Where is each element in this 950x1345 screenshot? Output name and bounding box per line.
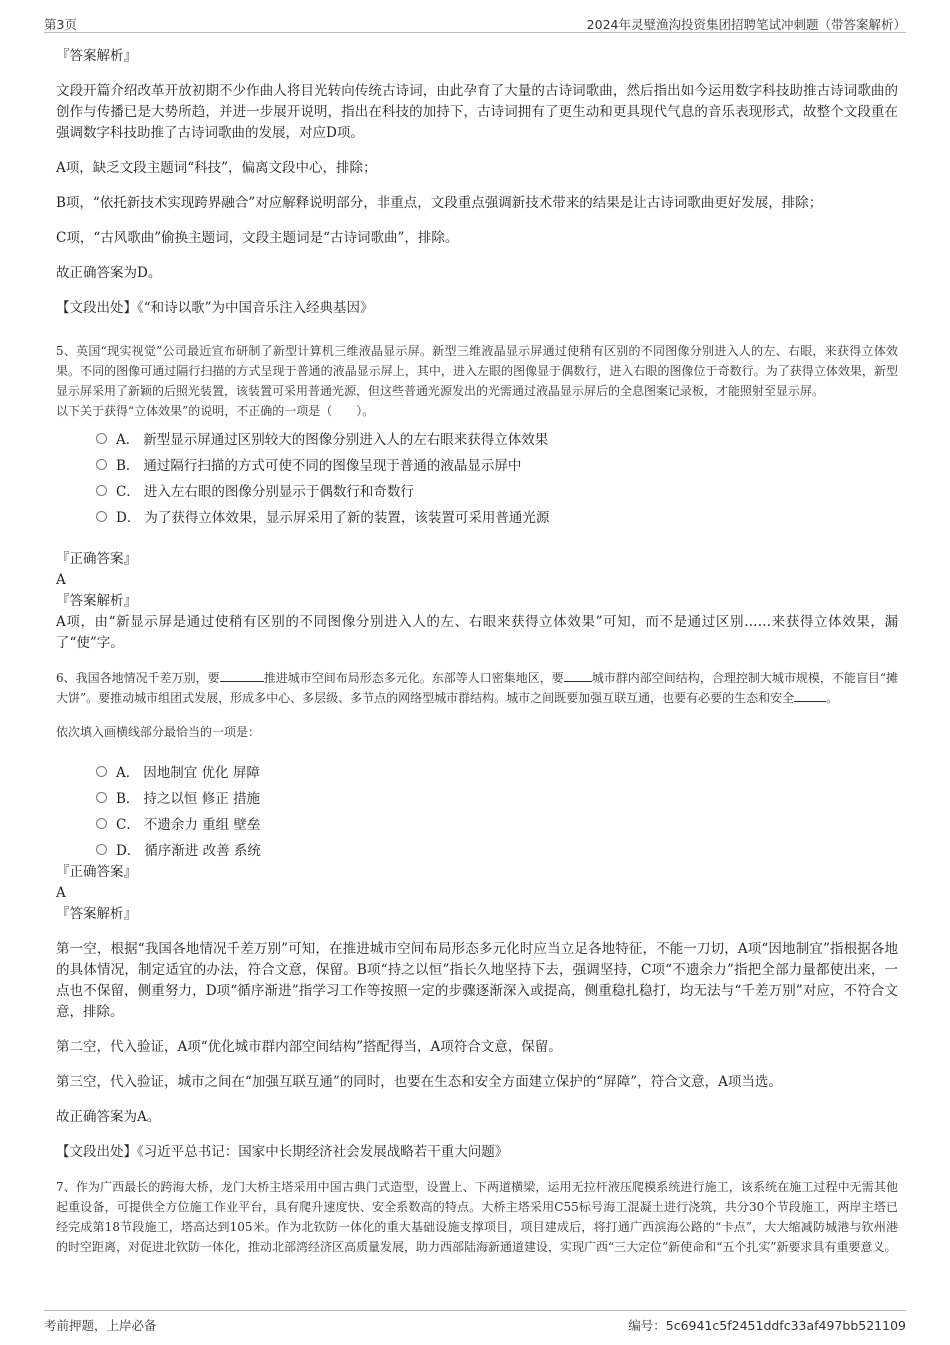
radio-icon[interactable] [96, 511, 107, 522]
q5-option-a[interactable]: A． 新型显示屏通过区别较大的图像分别进入人的左右眼来获得立体效果 [96, 425, 898, 451]
q6-options [96, 758, 898, 862]
fill-blank-3 [794, 689, 826, 702]
q6-analysis-2: 第二空，代入验证，A项“优化城市群内部空间结构”搭配得当，A项符合文意，保留。 [56, 1039, 562, 1055]
footer-slogan: 考前押题，上岸必备 [44, 1318, 157, 1333]
analysis-option-a: A项，缺乏文段主题词“科技”，偏离文段中心，排除； [56, 160, 377, 176]
q6-source: 【文段出处】《习近平总书记：国家中长期经济社会发展战略若干重大问题》 [56, 1144, 509, 1160]
q6-option-b[interactable]: B． 持之以恒 修正 措施 [96, 784, 898, 810]
radio-icon[interactable] [96, 844, 107, 855]
q5-answer: A [56, 572, 66, 588]
document-title: 2024年灵璧渔沟投资集团招聘笔试冲刺题（带答案解析） [586, 17, 906, 32]
q6-analysis-1: 第一空，根据“我国各地情况千差万别”可知，在推进城市空间布局形态多元化时应当立足各地特征，不能一刀切，A项“因地制宜”指根据各地的具体情况，制定适宜的办法，符合文意，保留。B项“持之以恒”指长久地坚持下去，强调坚持，C项“不遗余力”指把全部力量都使出来，一点也不保留，侧重努力，D项“循序渐进”指学习工作等按照一定的步骤逐渐深入或提高，侧重稳扎稳打，均无法与“千差万别”对应，不符合文意，排除。 [56, 941, 898, 1020]
q5-ask: 以下关于获得“立体效果”的说明，不正确的一项是（ ）。 [56, 404, 375, 418]
analysis-label: 『答案解析』 [56, 48, 137, 64]
q5-stem: 5、英国“现实视觉”公司最近宣布研制了新型计算机三维液晶显示屏。新型三维液晶显示屏通过使稍有区别的不同图像分别进入人的左、右眼，来获得立体效果。不同的图像可通过隔行扫描的方式呈现于普通的液晶显示屏上，其中，进入左眼的图像显于偶数行，进入右眼的图像位于奇数行。为了获得立体效果，新型显示屏采用了新颖的后照光装置，该装置可采用普通光源，但这些普通光源发出的光需通过液晶显示屏后的全息图案记录板，才能照射至显示屏。 [56, 344, 898, 398]
q6-ask: 依次填入画横线部分最恰当的一项是： [56, 725, 261, 739]
analysis-text: 文段开篇介绍改革开放初期不少作曲人将目光转向传统古诗词，由此孕育了大量的古诗词歌曲，然后指出如今运用数字科技助推古诗词歌曲的创作与传播已是大势所趋，并进一步展开说明，指出在科技的加持下，古诗词拥有了更生动和更具现代气息的音乐表现形式，故整个文段重在强调数字科技助推了古诗词歌曲的发展，对应D项。 [56, 83, 898, 141]
q6-answer-label: 『正确答案』 [56, 864, 137, 880]
conclusion: 故正确答案为D。 [56, 265, 162, 281]
q6-stem: 6、我国各地情况千差万别，要 推进城市空间布局形态多元化。东部等人口密集地区，要 城市群内部空间结构，合理控制大城市规模，不能盲目“摊大饼”。要推动城市组团式发展，形成多中心、多层级、多节点的网络型城市群结构。城市之间既要加强互联互通，也要有必要的生态和安全 。 [56, 671, 898, 705]
fill-blank-2 [564, 669, 592, 682]
fill-blank-1 [220, 669, 264, 682]
q5-option-d[interactable]: D． 为了获得立体效果，显示屏采用了新的装置，该装置可采用普通光源 [96, 503, 898, 529]
page-footer [44, 1310, 906, 1334]
q5-answer-label: 『正确答案』 [56, 551, 137, 567]
page-number: 第3页 [44, 17, 77, 32]
q6-option-c[interactable]: C． 不遗余力 重组 壁垒 [96, 810, 898, 836]
q5-option-c[interactable]: C． 进入左右眼的图像分别显示于偶数行和奇数行 [96, 477, 898, 503]
q6-option-a[interactable]: A． 因地制宜 优化 屏障 [96, 758, 898, 784]
radio-icon[interactable] [96, 459, 107, 470]
q7-stem: 7、作为广西最长的跨海大桥，龙门大桥主塔采用中国古典门式造型，设置上、下两道横梁，运用无拉杆液压爬模系统进行施工，该系统在施工过程中无需其他起重设备，可提供全方位施工作业平台，具有爬升速度快、安全系数高的特点。大桥主塔采用C55标号海工混凝土进行浇筑，共分30个节段施工，两岸主塔已经完成第18节段施工，塔高达到105米。作为北钦防一体化的重大基础设施支撑项目，项目建成后，将打通广西滨海公路的“卡点”，大大缩减防城港与钦州港的时空距离，对促进北钦防一体化，推动北部湾经济区高质量发展，助力西部陆海新通道建设，实现广西“三大定位”新使命和“五个扎实”新要求具有重要意义。 [56, 1180, 898, 1254]
radio-icon[interactable] [96, 433, 107, 444]
q6-option-d[interactable]: D． 循序渐进 改善 系统 [96, 836, 898, 862]
document-body [56, 46, 898, 1257]
q6-analysis-label: 『答案解析』 [56, 906, 137, 922]
q5-options [96, 425, 898, 529]
page-header [44, 13, 906, 33]
q5-analysis-label: 『答案解析』 [56, 593, 137, 609]
analysis-option-b: B项，“依托新技术实现跨界融合”对应解释说明部分，非重点，文段重点强调新技术带来的结果是让古诗词歌曲更好发展，排除； [56, 195, 823, 211]
radio-icon[interactable] [96, 792, 107, 803]
radio-icon[interactable] [96, 485, 107, 496]
analysis-option-c: C项，“古风歌曲”偷换主题词，文段主题词是“古诗词歌曲”，排除。 [56, 230, 459, 246]
source: 【文段出处】《“和诗以歌”为中国音乐注入经典基因》 [56, 300, 374, 316]
q6-answer: A [56, 885, 66, 901]
q5-analysis: A项，由“新显示屏是通过使稍有区别的不同图像分别进入人的左、右眼来获得立体效果”可知，而不是通过区别……来获得立体效果，漏了“使”字。 [56, 614, 898, 651]
q5-option-b[interactable]: B． 通过隔行扫描的方式可使不同的图像呈现于普通的液晶显示屏中 [96, 451, 898, 477]
document-id: 编号：5c6941c5f2451ddfc33af497bb521109 [628, 1318, 906, 1333]
radio-icon[interactable] [96, 766, 107, 777]
q6-conclusion: 故正确答案为A。 [56, 1109, 161, 1125]
radio-icon[interactable] [96, 818, 107, 829]
q6-analysis-3: 第三空，代入验证，城市之间在“加强互联互通”的同时，也要在生态和安全方面建立保护的“屏障”，符合文意，A项当选。 [56, 1074, 782, 1090]
